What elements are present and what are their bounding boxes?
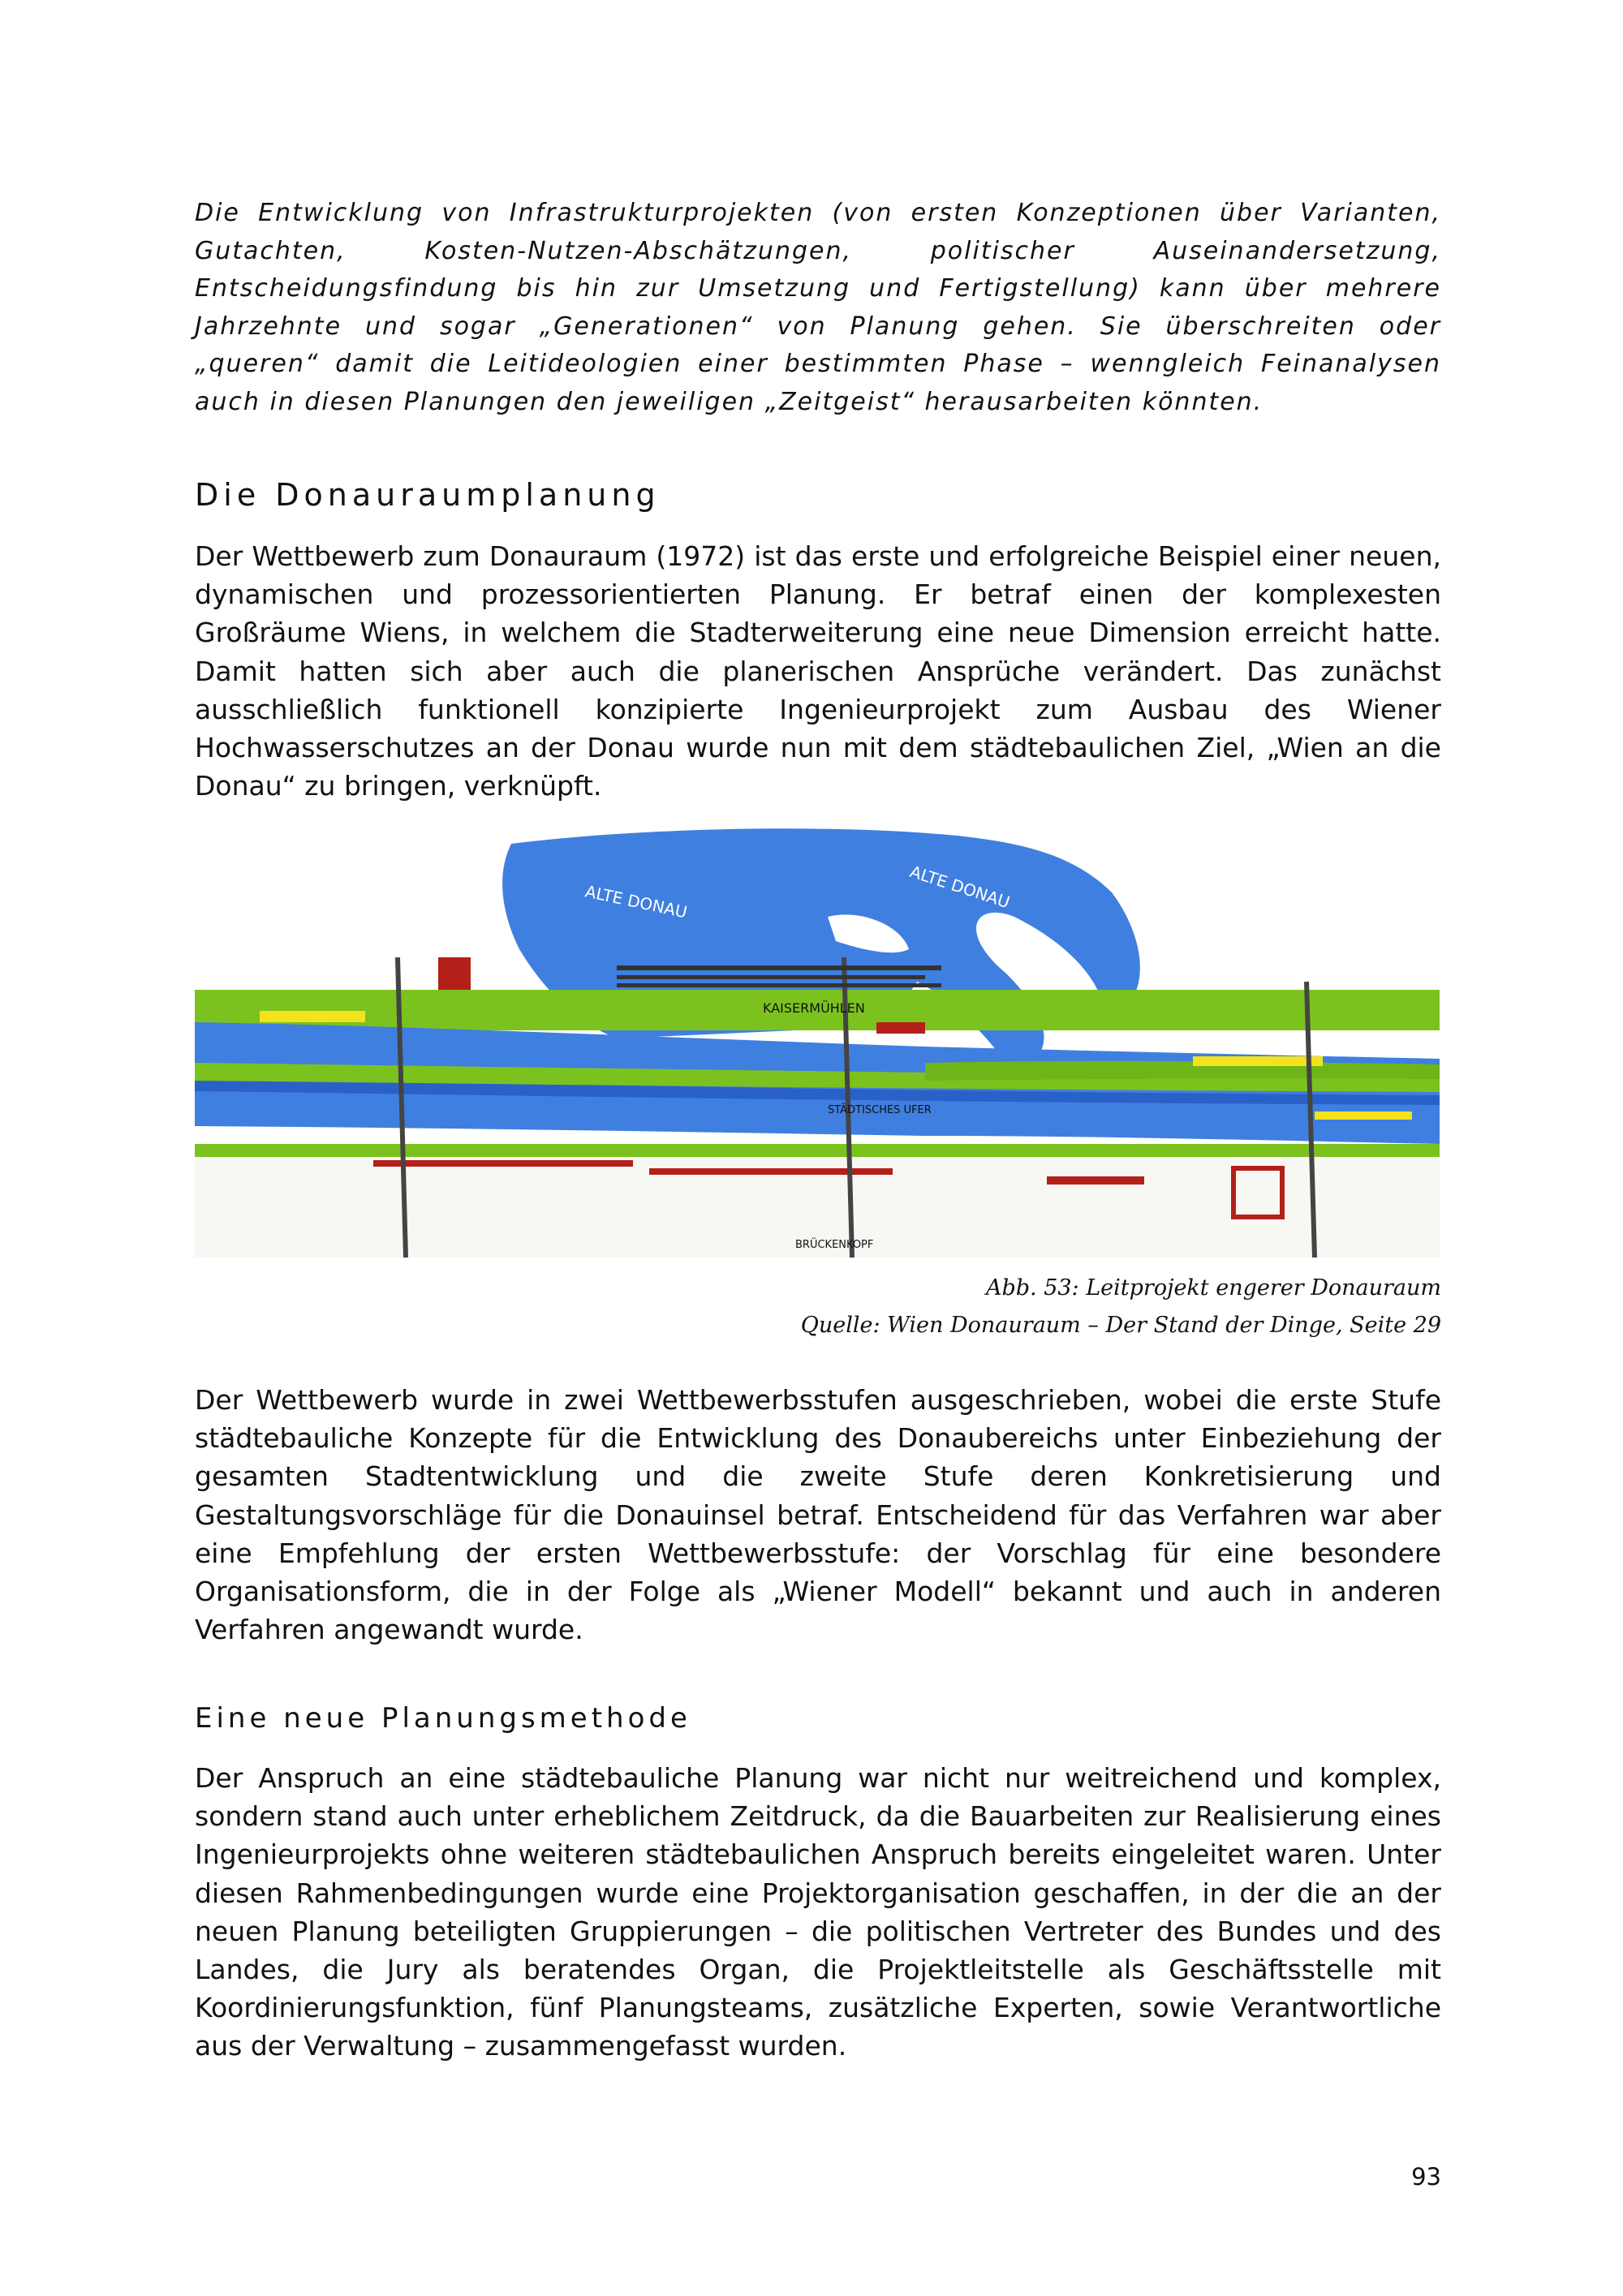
- label-brueckenkopf: BRÜCKENKOPF: [795, 1239, 874, 1251]
- label-stadtisches-ufer: STÄDTISCHES UFER: [828, 1104, 932, 1116]
- danube-plan-map: [195, 819, 1440, 1258]
- figure-source: Quelle: Wien Donauraum – Der Stand der Dinge, Seite 29: [800, 1313, 1441, 1338]
- label-alte-donau-left: ALTE DONAU: [583, 881, 689, 922]
- label-alte-donau-right: ALTE DONAU: [907, 861, 1013, 913]
- label-kaisermuehlen: KAISERMÜHLEN: [763, 1000, 865, 1016]
- subsection-heading: Eine neue Planungsmethode: [195, 1702, 691, 1735]
- page-number: 93: [1411, 2163, 1441, 2191]
- figure-caption: Abb. 53: Leitprojekt engerer Donauraum: [985, 1275, 1441, 1301]
- section-heading: Die Donauraumplanung: [195, 477, 661, 513]
- paragraph-2: Der Wettbewerb wurde in zwei Wettbewerbsstufen ausgeschrieben, wobei die erste Stufe städtebauliche Konzepte für die Entwicklung des Donaubereichs unter Einbeziehung der gesamten Stadtentwicklung und die zweite Stufe deren Konkretisierung und Gestaltungsvorschläge für die Donauinsel betraf. Entscheidend für das Verfahren war aber eine Empfehlung der ersten Wettbewerbsstufe: der Vorschlag für eine besondere Organisationsform, die in der Folge als „Wiener Modell“ bekannt und auch in anderen Verfahren angewandt wurde.: [195, 1384, 1441, 1646]
- paragraph-3: Der Anspruch an eine städtebauliche Planung war nicht nur weitreichend und komplex, sondern stand auch unter erheblichem Zeitdruck, da die Bauarbeiten zur Realisierung eines Ingenieurprojekts ohne weiteren städtebaulichen Anspruch bereits eingeleitet waren. Unter diesen Rahmenbedingungen wurde eine Projektorganisation geschaffen, in der die an der neuen Planung beteiligten Gruppierungen – die politischen Vertreter des Bundes und des Landes, die Jury als beratendes Organ, die Projektleitstelle als Geschäftsstelle mit Koordinierungsfunktion, fünf Planungsteams, zusätzliche Experten, sowie Verantwortliche aus der Verwaltung – zusammengefasst wurden.: [195, 1762, 1441, 2062]
- paragraph-1: Der Wettbewerb zum Donauraum (1972) ist das erste und erfolgreiche Beispiel einer neuen, dynamischen und prozessorientierten Planung. Er betraf einen der komplexesten Großräume Wiens, in welchem die Stadterweiterung eine neue Dimension erreicht hatte. Damit hatten sich aber auch die planerischen Ansprüche verändert. Das zunächst ausschließlich funktionell konzipierte Ingenieurprojekt zum Ausbau des Wiener Hochwasserschutzes an der Donau wurde nun mit dem städtebaulichen Ziel, „Wien an die Donau“ zu bringen, verknüpft.: [195, 540, 1441, 802]
- danube-plan-figure: [195, 819, 1440, 1258]
- intro-paragraph: Die Entwicklung von Infrastrukturprojekten (von ersten Konzeptionen über Varianten, Gutachten, Kosten-Nutzen-Abschätzungen, politischer Auseinandersetzung, Entscheidungsfindung bis hin zur Umsetzung und Fertigstellung) kann über mehrere Jahrzehnte und sogar „Generationen“ von Planung gehen. Sie überschreiten oder „queren“ damit die Leitideologien einer bestimmten Phase – wenngleich Feinanalysen auch in diesen Planungen den jeweiligen „Zeitgeist“ herausarbeiten könnten.: [195, 199, 1441, 416]
